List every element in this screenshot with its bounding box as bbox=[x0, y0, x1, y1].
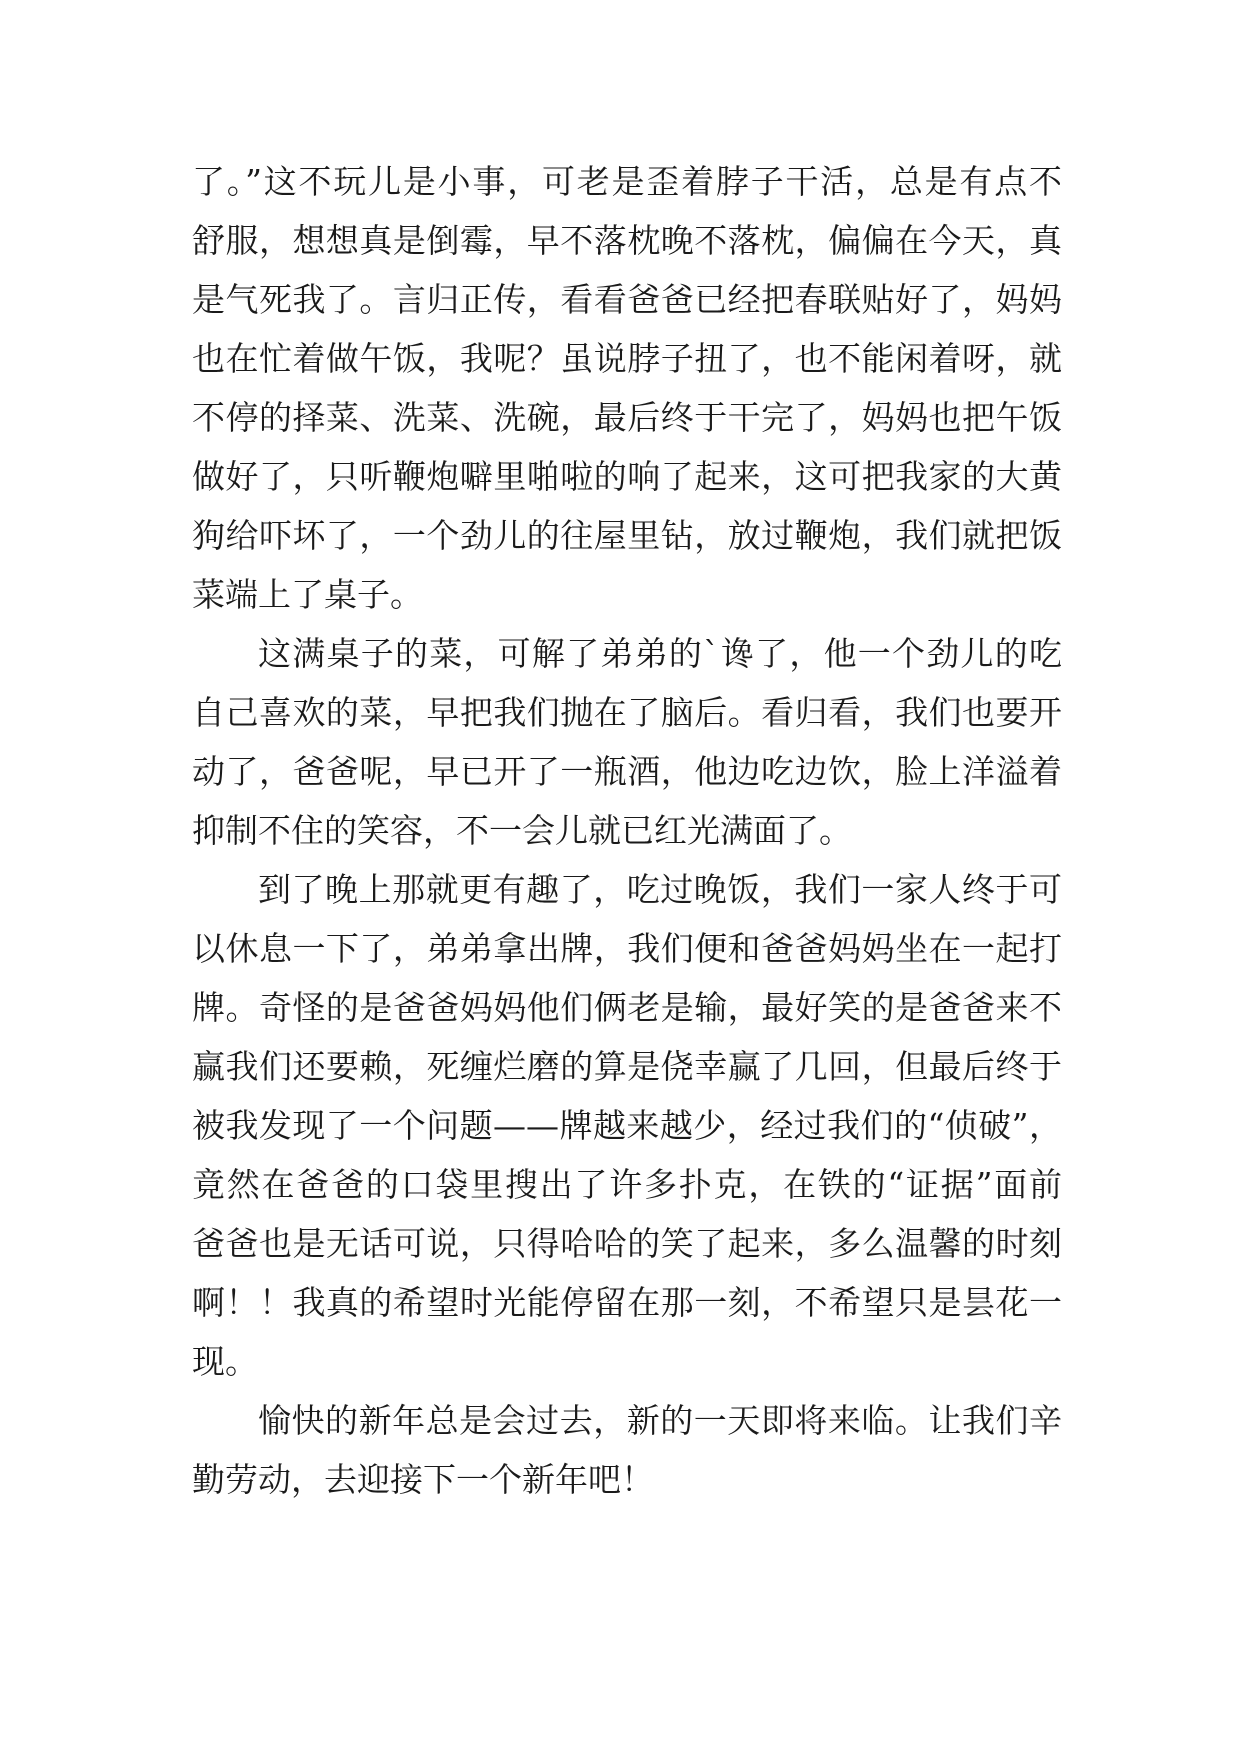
text-line: 自己喜欢的菜，早把我们抛在了脑后。看归看，我们也要开 bbox=[192, 693, 1062, 732]
text-line: 了。”这不玩儿是小事，可老是歪着脖子干活，总是有点不 bbox=[192, 162, 1062, 201]
text-line: 竟然在爸爸的口袋里搜出了许多扑克，在铁的“证据”面前 bbox=[192, 1165, 1062, 1204]
paragraph-2 bbox=[192, 624, 1062, 860]
text-line: 不停的择菜、洗菜、洗碗，最后终于干完了，妈妈也把午饭 bbox=[192, 398, 1062, 437]
text-line: 现。 bbox=[192, 1342, 258, 1381]
text-line: 啊！！我真的希望时光能停留在那一刻，不希望只是昙花一 bbox=[192, 1283, 1062, 1322]
paragraph-3 bbox=[192, 860, 1062, 1391]
text-line: 菜端上了桌子。 bbox=[192, 575, 423, 614]
text-line: 勤劳动，去迎接下一个新年吧！ bbox=[192, 1460, 654, 1499]
text-line: 狗给吓坏了，一个劲儿的往屋里钻，放过鞭炮，我们就把饭 bbox=[192, 516, 1062, 555]
text-line: 以休息一下了，弟弟拿出牌，我们便和爸爸妈妈坐在一起打 bbox=[192, 929, 1062, 968]
text-line: 做好了，只听鞭炮噼里啪啦的响了起来，这可把我家的大黄 bbox=[192, 457, 1062, 496]
text-line: 被我发现了一个问题——牌越来越少，经过我们的“侦破”， bbox=[192, 1106, 1062, 1145]
text-line: 爸爸也是无话可说，只得哈哈的笑了起来，多么温馨的时刻 bbox=[192, 1224, 1062, 1263]
text-line: 牌。奇怪的是爸爸妈妈他们俩老是输，最好笑的是爸爸来不 bbox=[192, 988, 1062, 1027]
text-line: 赢我们还要赖，死缠烂磨的算是侥幸赢了几回，但最后终于 bbox=[192, 1047, 1062, 1086]
document-body bbox=[192, 152, 1062, 1509]
text-line: 这满桌子的菜，可解了弟弟的`谗了，他一个劲儿的吃 bbox=[258, 634, 1062, 673]
paragraph-1 bbox=[192, 152, 1062, 624]
text-line: 是气死我了。言归正传，看看爸爸已经把春联贴好了，妈妈 bbox=[192, 280, 1062, 319]
text-line: 动了，爸爸呢，早已开了一瓶酒，他边吃边饮，脸上洋溢着 bbox=[192, 752, 1062, 791]
text-line: 抑制不住的笑容，不一会儿就已红光满面了。 bbox=[192, 811, 852, 850]
text-line: 也在忙着做午饭，我呢？虽说脖子扭了，也不能闲着呀，就 bbox=[192, 339, 1062, 378]
text-line: 舒服，想想真是倒霉，早不落枕晚不落枕，偏偏在今天，真 bbox=[192, 221, 1062, 260]
paragraph-4 bbox=[192, 1391, 1062, 1509]
text-line: 愉快的新年总是会过去，新的一天即将来临。让我们辛 bbox=[258, 1401, 1062, 1440]
text-line: 到了晚上那就更有趣了，吃过晚饭，我们一家人终于可 bbox=[258, 870, 1062, 909]
